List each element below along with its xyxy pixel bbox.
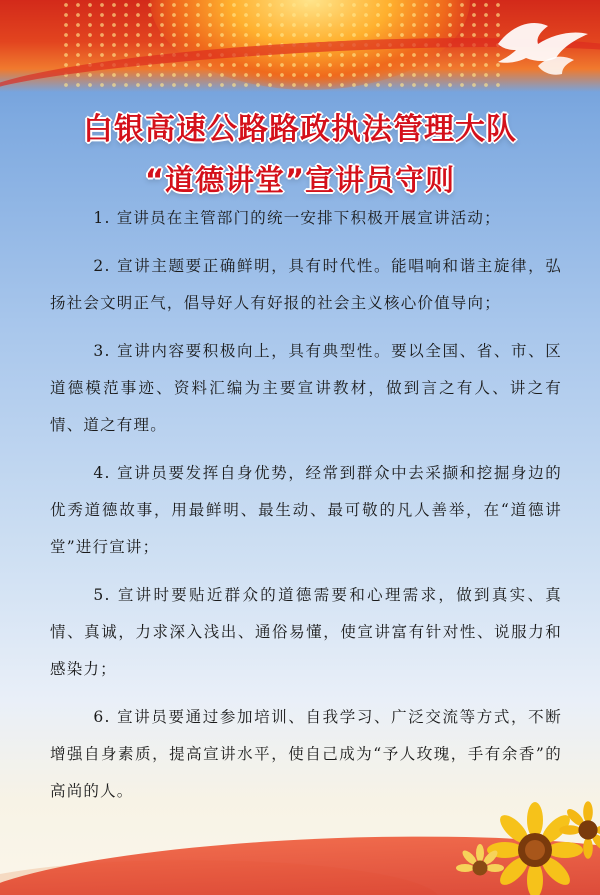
rules-list xyxy=(50,200,562,821)
title-organization: 白银高速公路路政执法管理大队 xyxy=(83,112,517,147)
sunflower-icon xyxy=(440,790,600,895)
dove-icon xyxy=(478,4,600,92)
top-banner xyxy=(0,0,600,92)
rule-item: 1. 宣讲员在主管部门的统一安排下积极开展宣讲活动； xyxy=(93,209,501,227)
rule-item: 2. 宣讲主题要正确鲜明，具有时代性。能唱响和谐主旋律，弘扬社会文明正气，倡导好人有好报的社会主义核心价值导向； xyxy=(50,257,562,312)
rule-item: 6. 宣讲员要通过参加培训、自我学习、广泛交流等方式，不断增强自身素质，提高宣讲水平，使自己成为“予人玫瑰，手有余香”的高尚的人。 xyxy=(50,708,562,800)
rule-item: 4. 宣讲员要发挥自身优势，经常到群众中去采撷和挖掘身边的优秀道德故事，用最鲜明、最生动、最可敬的凡人善举，在“道德讲堂”进行宣讲； xyxy=(50,464,562,556)
rule-item: 5. 宣讲时要贴近群众的道德需要和心理需求，做到真实、真情、真诚，力求深入浅出、通俗易懂，使宣讲富有针对性、说服力和感染力； xyxy=(50,586,562,678)
rule-item: 3. 宣讲内容要积极向上，具有典型性。要以全国、省、市、区道德模范事迹、资料汇编为主要宣讲教材，做到言之有人、讲之有情、道之有理。 xyxy=(50,342,562,434)
title-rules-name: “道德讲堂”宣讲员守则 xyxy=(144,163,456,197)
